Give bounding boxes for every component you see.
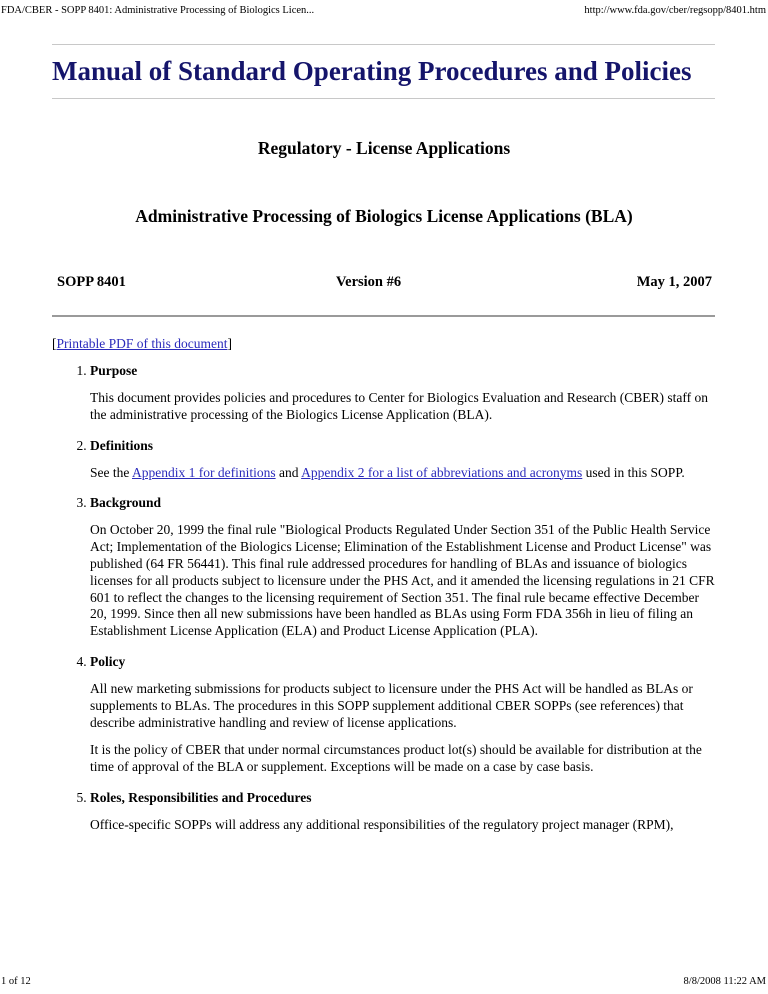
print-footer [0, 970, 768, 994]
print-header-url: http://www.fda.gov/cber/regsopp/8401.htm [584, 5, 766, 16]
appendix-1-link[interactable]: Appendix 1 for definitions [132, 464, 276, 480]
page-number: 1 of 12 [1, 976, 31, 987]
print-header-title: FDA/CBER - SOPP 8401: Administrative Processing of Biologics Licen... [1, 5, 315, 16]
sopp-date: May 1, 2007 [636, 274, 712, 290]
printable-pdf-link[interactable]: Printable PDF of this document [56, 336, 228, 351]
section-heading-purpose: 1. Purpose [90, 363, 138, 378]
document-content [52, 44, 716, 834]
section-paragraph [90, 465, 716, 482]
divider-below-title [52, 98, 715, 99]
bracket-close: ] [227, 336, 232, 351]
section-heading-roles: 5. Roles, Responsibilities and Procedures [90, 789, 312, 805]
definitions-text-middle: and [275, 464, 302, 480]
divider-above-title [52, 44, 715, 45]
definitions-text-after: used in this SOPP. [582, 464, 685, 480]
list-item [90, 362, 716, 424]
document-subtitle-1: Regulatory - License Applications [257, 138, 511, 158]
bracket-open: [ [52, 336, 57, 351]
section-paragraph: This document provides policies and procedures to Center for Biologics Evaluation and Research (CBER) staff on the administrative processing of the Biologics License Application (BLA). [90, 390, 708, 422]
section-heading-definitions: 2. Definitions [90, 437, 154, 453]
sopp-version: Version #6 [336, 274, 402, 290]
print-header [0, 0, 768, 22]
sopp-section-list [52, 362, 716, 834]
printable-pdf-line [52, 336, 716, 352]
list-item [90, 494, 716, 640]
subtitle-2-wrapper [52, 206, 716, 226]
subtitle-1-wrapper [52, 138, 716, 158]
page-title: Manual of Standard Operating Procedures and Policies [52, 56, 692, 86]
section-paragraph: On October 20, 1999 the final rule "Biological Products Regulated Under Section 351 of the Public Health Service Act; Implementation of the Biologics License; Elimination of the Establishment License and Product License" was published (64 FR 56441). This final rule addressed procedures for handling of BLAs and issuance of biologics licenses for all products subject to licensure under the PHS Act, and it amended the licensing regulations in 21 CFR 601 to reflect the changes to the licensing requirement of Section 351. The final rule became effective December 20, 1999. Since then all new submissions have been handled as BLAs using Form FDA 356h in lieu of filing an Establishment License Application (ELA) and Product License Application (PLA). [90, 522, 715, 639]
divider-below-meta [52, 315, 715, 317]
sopp-number: SOPP 8401 [57, 274, 126, 290]
document-meta-row [52, 274, 716, 294]
section-paragraph: Office-specific SOPPs will address any additional responsibilities of the regulatory project manager (RPM), [90, 816, 674, 832]
section-paragraph: It is the policy of CBER that under normal circumstances product lot(s) should be available for distribution at the time of approval of the BLA or supplement. Exceptions will be made on a case by case basis. [90, 742, 702, 775]
section-heading-background: 3. Background [90, 495, 162, 511]
document-page [0, 44, 768, 834]
appendix-2-link[interactable]: Appendix 2 for a list of abbreviations and acronyms [301, 464, 583, 480]
section-heading-policy: 4. Policy [90, 653, 126, 669]
list-item [90, 789, 716, 834]
print-timestamp: 8/8/2008 11:22 AM [683, 976, 766, 987]
document-subtitle-2: Administrative Processing of Biologics License Applications (BLA) [135, 206, 633, 226]
section-paragraph: All new marketing submissions for products subject to licensure under the PHS Act will be handled as BLAs or supplements to BLAs. The procedures in this SOPP supplement additional CBER SOPPs (see references) that describe administrative handling and review of license applications. [90, 680, 693, 730]
divider-wrapper-below-meta [52, 315, 716, 317]
definitions-text-before: See the [90, 464, 132, 480]
list-item [90, 653, 716, 776]
list-item [90, 437, 716, 482]
